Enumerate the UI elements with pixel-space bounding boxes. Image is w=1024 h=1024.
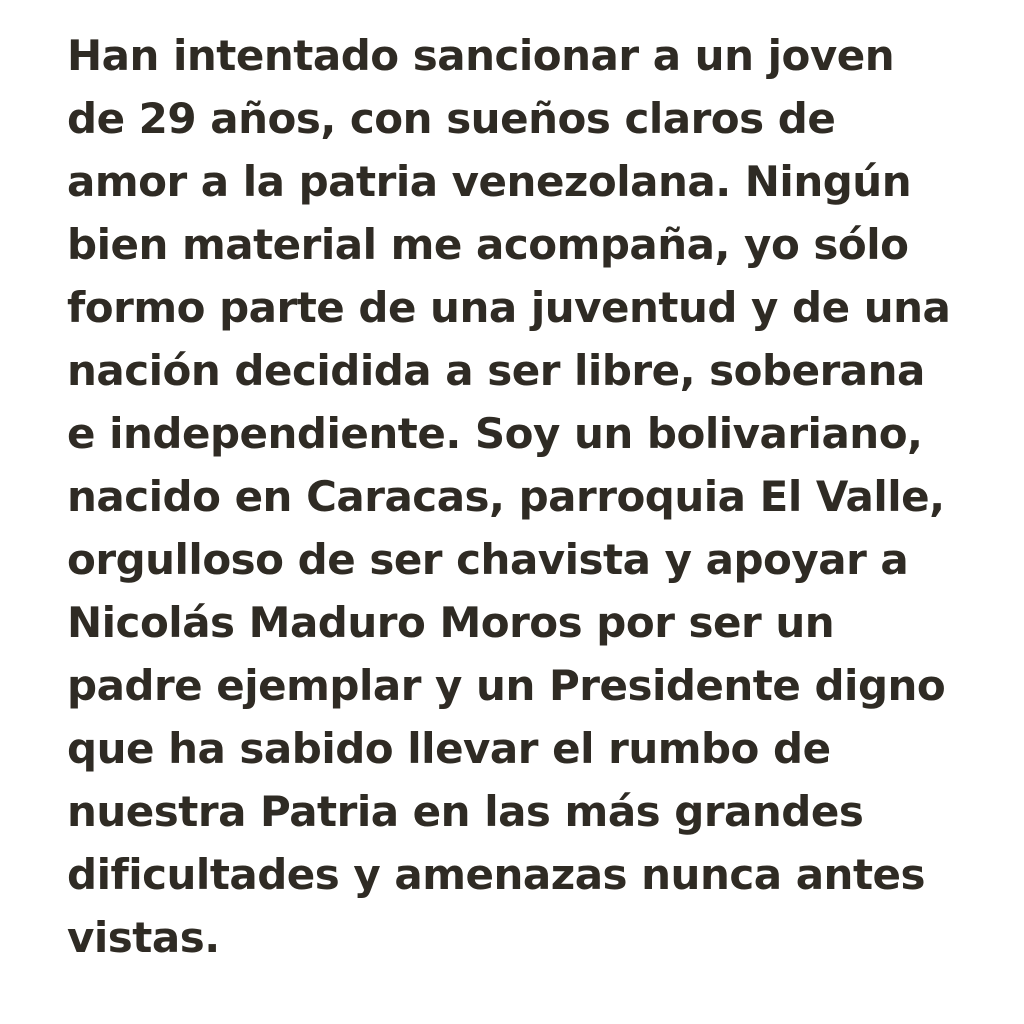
statement-line: formo parte de una juventud y de una (67, 283, 951, 332)
statement-line: orgulloso de ser chavista y apoyar a (67, 535, 909, 584)
statement-line: bien material me acompaña, yo sólo (67, 220, 909, 269)
statement-line: nuestra Patria en las más grandes (67, 787, 864, 836)
statement-line: nacido en Caracas, parroquia El Valle, (67, 472, 945, 521)
statement-line: vistas. (67, 913, 220, 962)
statement-line: Han intentado sancionar a un joven (67, 31, 895, 80)
statement-text (67, 24, 997, 969)
statement-line: dificultades y amenazas nunca antes (67, 850, 926, 899)
statement-line: de 29 años, con sueños claros de (67, 94, 836, 143)
statement-line: Nicolás Maduro Moros por ser un (67, 598, 835, 647)
statement-line: que ha sabido llevar el rumbo de (67, 724, 831, 773)
statement-line: nación decidida a ser libre, soberana (67, 346, 925, 395)
statement-line: e independiente. Soy un bolivariano, (67, 409, 923, 458)
statement-line: amor a la patria venezolana. Ningún (67, 157, 912, 206)
statement-line: padre ejemplar y un Presidente digno (67, 661, 946, 710)
